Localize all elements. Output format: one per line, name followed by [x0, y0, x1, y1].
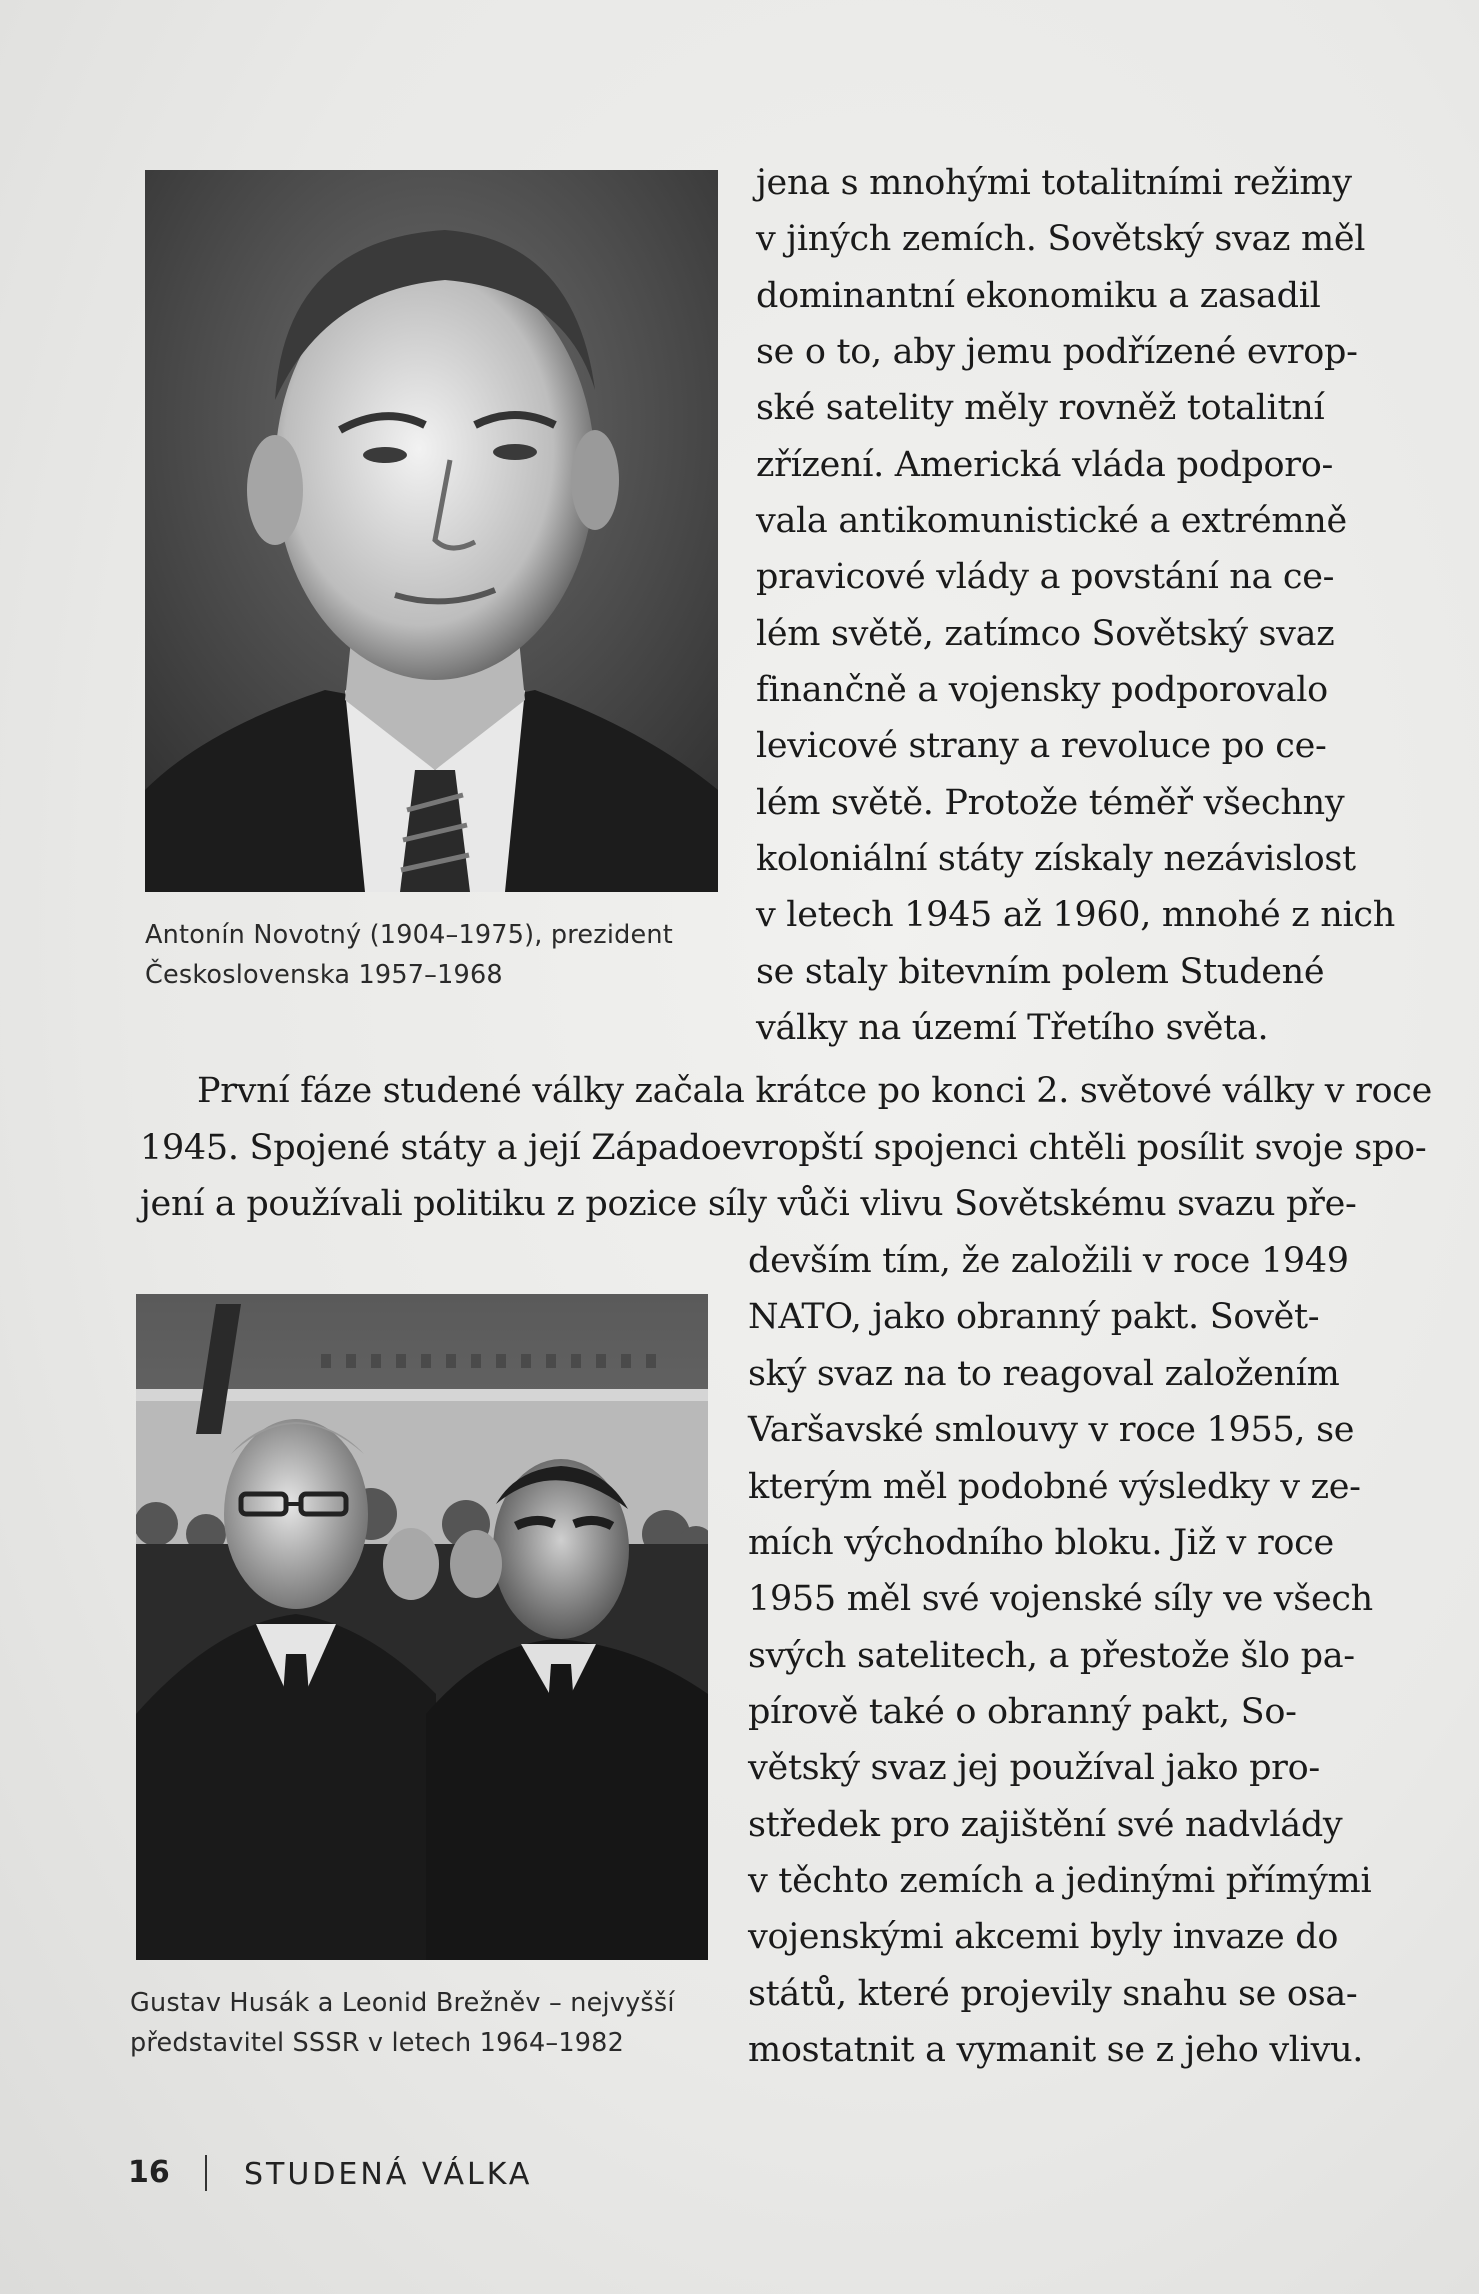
text-line: kterým měl podobné výsledky v ze-: [748, 1467, 1361, 1507]
text-line: se o to, aby jemu podřízené evrop-: [756, 332, 1358, 372]
text-line: finančně a vojensky podporovalo: [756, 670, 1328, 710]
text-line: Varšavské smlouvy v roce 1955, se: [748, 1410, 1355, 1450]
text-line: zřízení. Americká vláda podporo-: [756, 445, 1334, 485]
text-line: devším tím, že založili v roce 1949: [748, 1241, 1349, 1281]
text-line: války na území Třetího světa.: [756, 1008, 1269, 1048]
text-line: pírově také o obranný pakt, So-: [748, 1692, 1297, 1732]
text-line: ský svaz na to reagoval založením: [748, 1354, 1340, 1394]
text-line: středek pro zajištění své nadvlády: [748, 1805, 1343, 1845]
portrait-image: [145, 170, 718, 892]
text-line: mích východního bloku. Již v roce: [748, 1523, 1334, 1563]
text-line: mostatnit a vymanit se z jeho vlivu.: [748, 2030, 1364, 2070]
caption-line: Antonín Novotný (1904–1975), prezident: [145, 920, 673, 950]
group-caption: [130, 1983, 675, 2063]
text-line: v těchto zemích a jedinými přímými: [748, 1861, 1372, 1901]
text-line: koloniální státy získaly nezávislost: [756, 839, 1356, 879]
portrait-caption: [145, 915, 673, 995]
text-line: lém světě. Protože téměř všechny: [756, 783, 1345, 823]
text-line: dominantní ekonomiku a zasadil: [756, 276, 1321, 316]
group-photo: [136, 1294, 708, 1960]
text-line: vala antikomunistické a extrémně: [756, 501, 1347, 541]
text-line: v letech 1945 až 1960, mnohé z nich: [756, 895, 1395, 935]
text-line: v jiných zemích. Sovětský svaz měl: [756, 219, 1366, 259]
text-line: vojenskými akcemi byly invaze do: [748, 1917, 1339, 1957]
text-line: 1945. Spojené státy a její Západoevropští spojenci chtěli posílit svoje spo-: [140, 1128, 1427, 1168]
text-line: větský svaz jej používal jako pro-: [748, 1748, 1320, 1788]
text-line: se staly bitevním polem Studené: [756, 952, 1325, 992]
text-line: svých satelitech, a přestože šlo pa-: [748, 1636, 1355, 1676]
caption-line: Gustav Husák a Leonid Brežněv – nejvyšší: [130, 1988, 675, 2018]
text-line: států, které projevily snahu se osa-: [748, 1974, 1358, 2014]
portrait-photo: [145, 170, 718, 892]
footer-divider: [205, 2155, 207, 2191]
caption-line: představitel SSSR v letech 1964–1982: [130, 2028, 625, 2058]
text-line: NATO, jako obranný pakt. Sovět-: [748, 1297, 1320, 1337]
text-line: 1955 měl své vojenské síly ve všech: [748, 1579, 1373, 1619]
running-title: STUDENÁ VÁLKA: [244, 2157, 533, 2192]
text-line: lém světě, zatímco Sovětský svaz: [756, 614, 1335, 654]
text-line: První fáze studené války začala krátce po konci 2. světové války v roce: [197, 1071, 1433, 1111]
page-number: 16: [128, 2155, 170, 2190]
caption-line: Československa 1957–1968: [145, 960, 503, 990]
text-line: pravicové vlády a povstání na ce-: [756, 557, 1335, 597]
group-image: [136, 1294, 708, 1960]
text-line: jena s mnohými totalitními režimy: [756, 163, 1352, 203]
text-line: ské satelity měly rovněž totalitní: [756, 388, 1325, 428]
text-line: levicové strany a revoluce po ce-: [756, 726, 1327, 766]
text-line: jení a používali politiku z pozice síly vůči vlivu Sovětskému svazu pře-: [140, 1184, 1357, 1224]
